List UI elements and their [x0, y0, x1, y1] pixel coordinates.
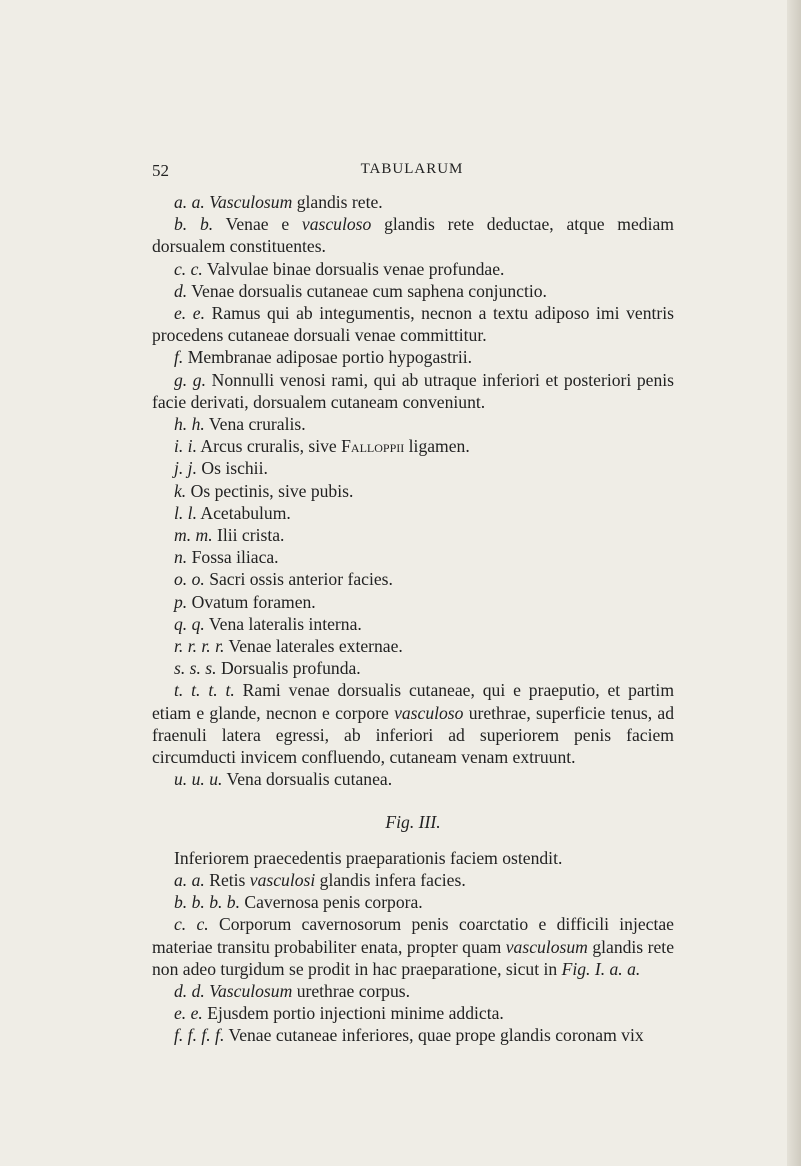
legend-text: Sacri ossis anterior facies.: [209, 569, 393, 590]
legend-key: f. f. f. f.: [174, 1025, 225, 1046]
legend-entry: [152, 457, 674, 479]
legend-text: Venae dorsualis cutaneae cum saphena conjunctio.: [191, 280, 547, 301]
legend-key: u. u. u.: [174, 769, 223, 790]
running-title: TABULARUM: [360, 161, 464, 177]
legend-entry: [152, 635, 674, 657]
legend-text: Retis: [209, 869, 250, 890]
legend-entry: [152, 980, 674, 1002]
legend-text: Ovatum foramen.: [191, 591, 316, 612]
legend-entry: [152, 213, 674, 257]
legend-entry: [152, 1002, 674, 1024]
legend-key: o. o.: [174, 569, 205, 590]
legend-key: f.: [174, 347, 184, 368]
legend-entry: [152, 568, 674, 590]
legend-key: k.: [174, 480, 187, 501]
legend-emphasis: vasculosi: [249, 869, 316, 890]
legend-text: Acetabulum.: [200, 502, 291, 523]
legend-key: i. i.: [174, 436, 197, 457]
legend-text: Rami venae dorsualis cutaneae, qui e praeputio, et partim etiam e glande, necnon e corpore: [152, 680, 674, 723]
legend-entry: [152, 679, 674, 768]
legend-text: Os pectinis, sive pubis.: [190, 480, 354, 501]
legend-entry: [152, 913, 674, 980]
legend-text: Ejusdem portio injectioni minime addicta.: [207, 1003, 504, 1024]
legend-key: e. e.: [174, 303, 205, 324]
legend-entry: [152, 613, 674, 635]
legend-key: s. s. s.: [174, 658, 217, 679]
page-number: 52: [152, 161, 169, 180]
legend-text: Arcus cruralis, sive: [200, 436, 342, 457]
page-header: [152, 161, 672, 185]
legend-emphasis: vasculosum: [505, 936, 588, 957]
legend-text: Venae laterales externae.: [228, 636, 403, 657]
legend-text: Dorsualis profunda.: [220, 658, 361, 679]
legend-key: a. a.: [174, 869, 205, 890]
figure-intro: Inferiorem praecedentis praeparationis faciem ostendit.: [174, 847, 563, 868]
legend-emphasis: Vasculosum: [209, 980, 293, 1001]
page-body: [152, 191, 674, 1047]
page-edge: [787, 0, 801, 1166]
legend-entry: [152, 869, 674, 891]
legend-emphasis: Vasculosum: [209, 192, 293, 212]
legend-text: Ilii crista.: [217, 525, 285, 546]
legend-entry: [152, 258, 674, 280]
legend-text: glandis rete.: [292, 192, 383, 212]
legend-text: Ramus qui ab integumentis, necnon a textu adiposo imi ventris procedens cutaneae dorsuali venae committitur.: [152, 303, 674, 346]
legend-text: Corporum cavernosorum penis coarctatio e difficili injectae materiae transitu probabiliter enata, propter quam: [152, 914, 674, 957]
legend-key: d.: [174, 280, 188, 301]
legend-entry: [152, 768, 674, 790]
legend-key: j. j.: [174, 458, 197, 479]
legend-key: l. l.: [174, 502, 197, 523]
legend-key: t. t. t. t.: [174, 680, 235, 701]
legend-entry: [152, 546, 674, 568]
figure-heading: Fig. III.: [385, 812, 441, 833]
legend-text: glandis rete non adeo turgidum se prodit in hac praeparatione, sicut in: [152, 936, 675, 979]
legend-key: m. m.: [174, 525, 213, 546]
legend-emphasis: vasculoso: [394, 702, 464, 723]
legend-key: a. a.: [174, 192, 205, 212]
legend-key: e. e.: [174, 1003, 203, 1024]
legend-entry: [152, 657, 674, 679]
legend-text: urethrae, superficie tenus, ad fraenuli latera egressi, ab inferiori ad superiorem penis faciem circumducti invicem confluendo, cutaneam venam extruunt.: [152, 702, 674, 768]
legend-text: Membranae adiposae portio hypogastrii.: [187, 347, 473, 368]
legend-entry: [152, 891, 674, 913]
legend-section-fig-2: [152, 191, 674, 790]
legend-entry: [152, 435, 674, 457]
legend-key: g. g.: [174, 369, 207, 390]
legend-entry: [152, 346, 674, 368]
legend-text: Vena cruralis.: [208, 414, 306, 435]
legend-text: Os ischii.: [201, 458, 268, 479]
legend-emphasis: Fig. I. a. a.: [561, 958, 641, 979]
legend-key: p.: [174, 591, 188, 612]
legend-key: d. d.: [174, 980, 205, 1001]
legend-key: n.: [174, 547, 188, 568]
legend-text: Vena dorsualis cutanea.: [226, 769, 393, 790]
legend-key: q. q.: [174, 613, 205, 634]
legend-text: Cavernosa penis corpora.: [244, 892, 423, 913]
legend-entry: [152, 480, 674, 502]
legend-text: Vena lateralis interna.: [208, 613, 362, 634]
legend-text: Fossa iliaca.: [191, 547, 279, 568]
legend-emphasis: vasculoso: [301, 214, 372, 235]
legend-key: b. b.: [174, 214, 214, 235]
legend-entry: [152, 502, 674, 524]
legend-key: c. c.: [174, 258, 203, 279]
legend-text: glandis infera facies.: [315, 869, 466, 890]
legend-text: Venae cutaneae inferiores, quae prope glandis coronam vix: [228, 1025, 644, 1046]
legend-text: glandis rete deductae, atque mediam dorsualem constituentes.: [152, 214, 674, 257]
legend-text: Valvulae binae dorsualis venae profundae.: [206, 258, 505, 279]
legend-text: Nonnulli venosi rami, qui ab utraque inferiori et posteriori penis facie derivati, dorsualem cutaneam conveniunt.: [152, 369, 675, 412]
legend-entry: [152, 591, 674, 613]
legend-small-caps: Falloppii: [341, 436, 405, 457]
legend-entry: [152, 191, 674, 213]
legend-key: h. h.: [174, 414, 205, 435]
legend-entry: [152, 413, 674, 435]
legend-text: ligamen.: [404, 436, 470, 457]
legend-entry: [152, 280, 674, 302]
legend-entry: [152, 524, 674, 546]
legend-text: urethrae corpus.: [292, 980, 411, 1001]
legend-entry: [152, 369, 674, 413]
legend-section-fig-3: [152, 869, 674, 1047]
legend-key: r. r. r. r.: [174, 636, 225, 657]
legend-key: c. c.: [174, 914, 209, 935]
legend-key: b. b. b. b.: [174, 892, 240, 913]
legend-entry: [152, 1024, 674, 1046]
legend-text: Venae e: [225, 214, 302, 235]
legend-entry: [152, 302, 674, 346]
